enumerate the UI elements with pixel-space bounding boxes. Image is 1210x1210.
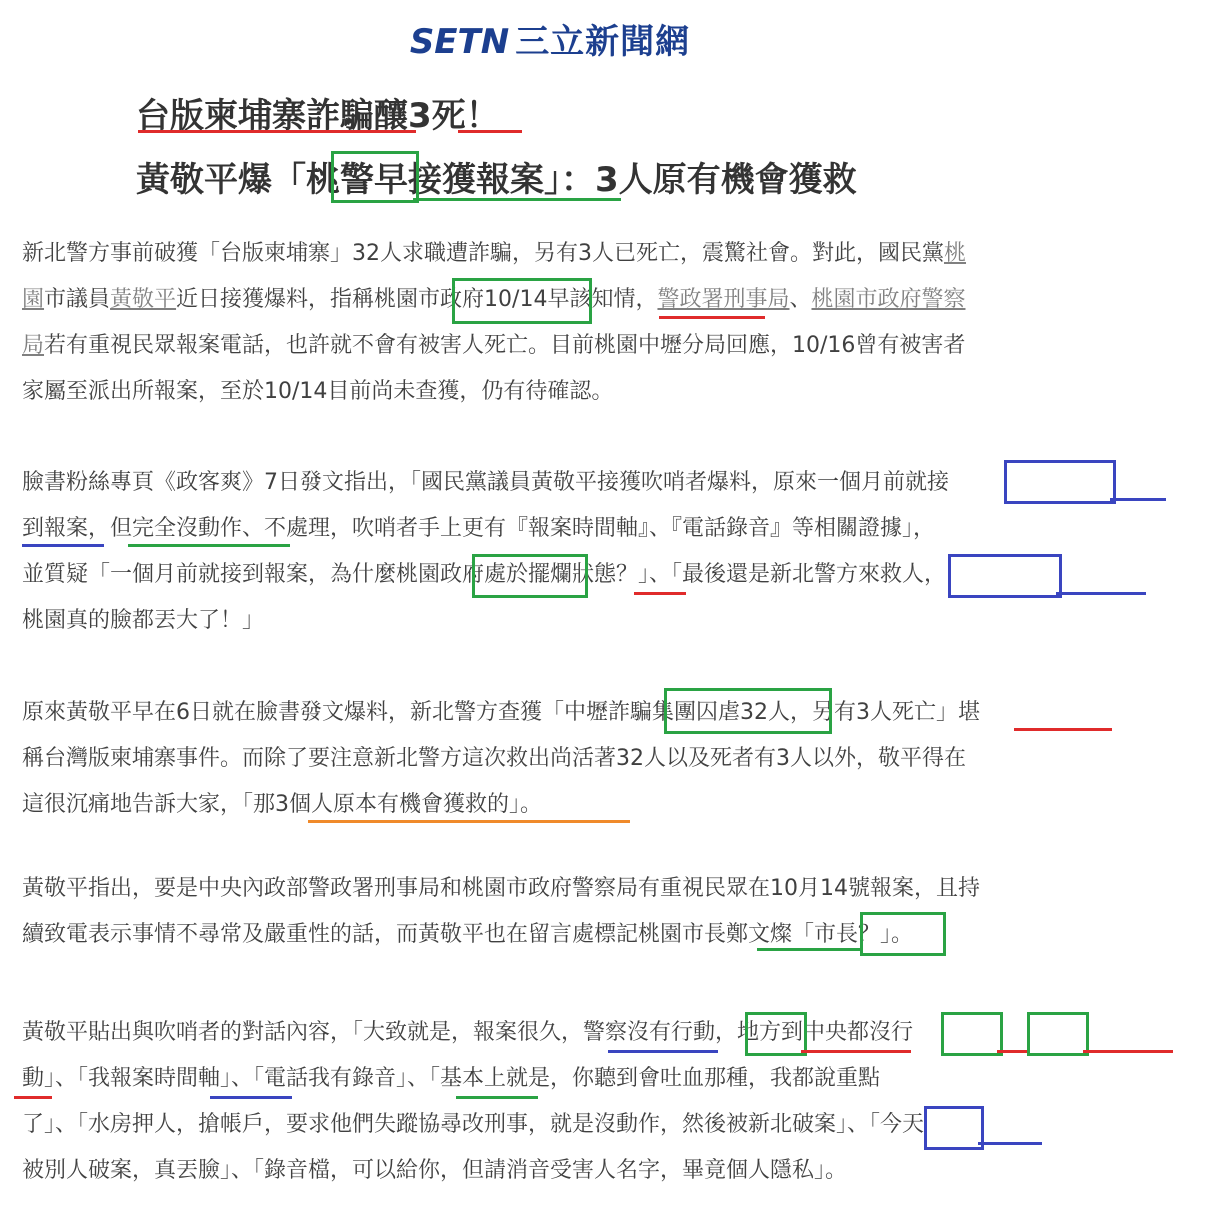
text-line (22, 369, 1177, 415)
text-segment: 、 (789, 287, 812, 312)
text-segment: 動」、「我報案時間軸」、「電話我有錄音」、「基本上就是，你聽到會吐血那種，我都說重點 (22, 1066, 881, 1091)
text-segment: 續致電表示事情不尋常及嚴重性的話，而黃敬平也在留言處標記桃園市長鄭文燦「市長？」。 (22, 922, 914, 947)
article-link[interactable]: 警政署刑事局 (657, 287, 790, 312)
text-line (22, 782, 1177, 828)
text-line (22, 460, 1177, 506)
logo-cjk: 三立新聞網 (515, 22, 691, 62)
paragraph-4 (22, 866, 1177, 958)
text-segment: 稱台灣版柬埔寨事件。而除了要注意新北警方這次救出尚活著32人以及死者有3人以外，敬平得在 (22, 746, 966, 771)
text-line (22, 323, 1177, 369)
site-logo[interactable] (0, 14, 1100, 63)
text-line (22, 1010, 1177, 1056)
headline-line-1: 台版柬埔寨詐騙釀3死！ (136, 96, 500, 136)
text-line (22, 736, 1177, 782)
headline-line-2: 黃敬平爆「桃警早接獲報案」：3人原有機會獲救 (136, 160, 857, 200)
paragraph-3 (22, 690, 1177, 828)
text-segment: 若有重視民眾報案電話，也許就不會有被害人死亡。目前桃園中壢分局回應，10/16曾有被害者 (44, 333, 966, 358)
text-segment: 黃敬平指出，要是中央內政部警政署刑事局和桃園市政府警察局有重視民眾在10月14號報案，且持 (22, 876, 980, 901)
text-segment: 原來黃敬平早在6日就在臉書發文爆料，新北警方查獲「中壢詐騙集團囚虐32人，另有3人死亡」堪 (22, 700, 980, 725)
text-line (22, 231, 1177, 277)
text-line (22, 1102, 1177, 1148)
article-link[interactable]: 園 (22, 287, 45, 312)
text-line (22, 506, 1177, 552)
text-line (22, 598, 1177, 644)
text-segment: 並質疑「一個月前就接到報案，為什麼桃園政府處於擺爛狀態？」、「最後還是新北警方來救人， (22, 562, 947, 587)
article-link[interactable]: 黃敬平 (110, 287, 177, 312)
text-segment: 這很沉痛地告訴大家，「那3個人原本有機會獲救的」。 (22, 792, 542, 817)
article-link[interactable]: 桃 (944, 241, 967, 266)
text-segment: 到報案，但完全沒動作、不處理，吹哨者手上更有『報案時間軸』、『電話錄音』等相關證據」， (22, 516, 936, 541)
paragraph-1 (22, 231, 1177, 415)
text-segment: 被別人破案，真丟臉」、「錄音檔，可以給你，但請消音受害人名字，畢竟個人隱私」。 (22, 1158, 848, 1183)
paragraph-5 (22, 1010, 1177, 1194)
text-line (22, 1056, 1177, 1102)
text-line (22, 866, 1177, 912)
text-line (22, 912, 1177, 958)
logo-latin: SETN (409, 22, 510, 62)
text-line (22, 690, 1177, 736)
text-segment: 桃園真的臉都丟大了！」 (22, 608, 265, 633)
text-segment: 黃敬平貼出與吹哨者的對話內容，「大致就是，報案很久，警察沒有行動，地方到中央都沒行 (22, 1020, 914, 1045)
text-line (22, 277, 1177, 323)
paragraph-2 (22, 460, 1177, 644)
text-segment: 了」、「水房押人，搶帳戶，要求他們失蹤協尋改刑事，就是沒動作，然後被新北破案」、「今天 (22, 1112, 925, 1137)
text-segment: 臉書粉絲專頁《政客爽》7日發文指出，「國民黨議員黃敬平接獲吹哨者爆料，原來一個月前就接 (22, 470, 950, 495)
text-segment: 近日接獲爆料，指稱桃園市政府10/14早該知情， (176, 287, 658, 312)
text-line (22, 1148, 1177, 1194)
article-link[interactable]: 局 (22, 333, 45, 358)
article-link[interactable]: 桃園市政府警察 (811, 287, 966, 312)
text-segment: 市議員 (44, 287, 111, 312)
text-segment: 家屬至派出所報案，至於10/14目前尚未查獲，仍有待確認。 (22, 379, 614, 404)
text-line (22, 552, 1177, 598)
text-segment: 新北警方事前破獲「台版柬埔寨」32人求職遭詐騙，另有3人已死亡，震驚社會。對此，國民黨 (22, 241, 944, 266)
